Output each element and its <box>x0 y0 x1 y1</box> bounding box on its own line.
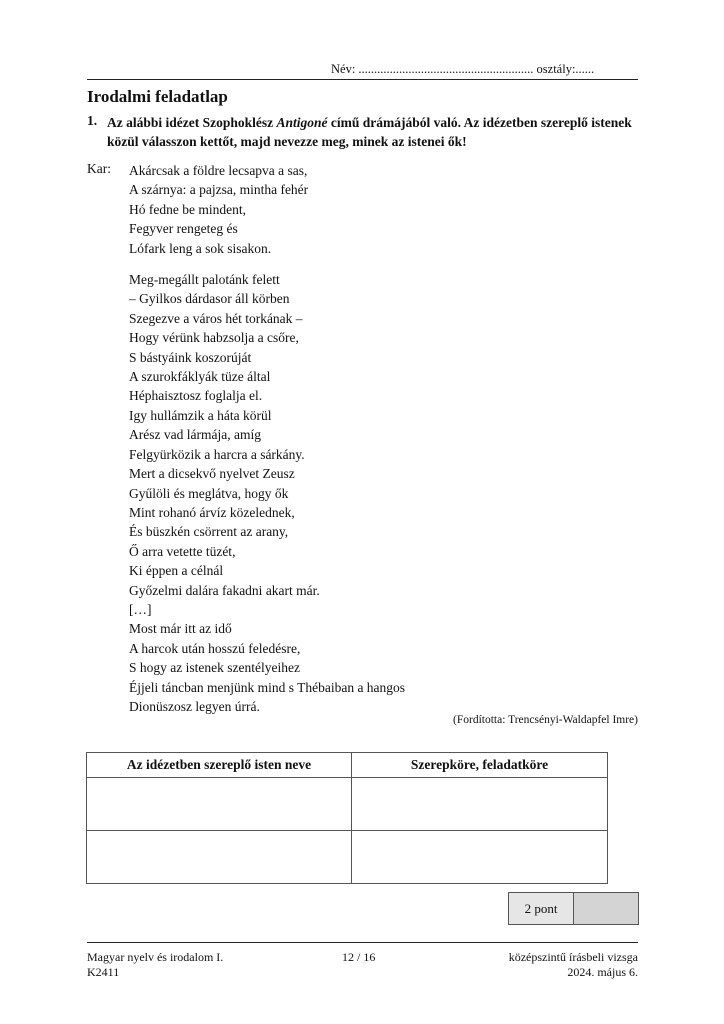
max-points-label: 2 pont <box>509 893 574 924</box>
poem-text <box>129 161 405 716</box>
poem-line: Éjjeli táncban menjünk mind s Thébaiban a hangos <box>129 679 406 695</box>
column-header-god-name: Az idézetben szereplő isten neve <box>87 753 352 778</box>
poem-ellipsis: […] <box>129 601 152 617</box>
translator-credit: (Fordította: Trencsényi-Waldapfel Imre) <box>453 714 638 726</box>
poem-speaker: Kar: <box>87 161 111 176</box>
poem-line: Ő arra vetette tüzét, <box>129 543 236 559</box>
answer-cell-role-2[interactable] <box>352 831 608 884</box>
poem-line: – Gyilkos dárdasor áll körben <box>129 291 290 307</box>
poem-line: Lófark leng a sok sisakon. <box>129 240 272 256</box>
poem-line: Akárcsak a földre lecsapva a sas, <box>129 163 308 178</box>
earned-points-field[interactable] <box>574 893 638 924</box>
header-divider <box>87 79 638 80</box>
column-header-role: Szerepköre, feladatköre <box>352 753 608 778</box>
poem-line: Felgyürközik a harcra a sárkány. <box>129 446 305 462</box>
page-title: Irodalmi feladatlap <box>87 87 228 106</box>
poem-line: Hó fedne be mindent, <box>129 201 246 217</box>
poem-line: Mert a dicsekvő nyelvet Zeusz <box>129 466 295 482</box>
footer-page-number: 12 / 16 <box>342 950 376 964</box>
poem-line: A szárnya: a pajzsa, mintha fehér <box>129 182 309 198</box>
stanza-gap <box>129 258 405 270</box>
footer-date: 2024. május 6. <box>567 965 638 979</box>
task-text-before: Az alábbi idézet Szophoklész <box>107 115 277 130</box>
poem-line: Mint rohanó árvíz közelednek, <box>129 504 295 520</box>
table-row <box>87 778 608 831</box>
poem-line: Meg-megállt palotánk felett <box>129 272 280 288</box>
poem-line: Igy hullámzik a háta körül <box>129 407 272 423</box>
poem-line: S bástyáink koszorúját <box>129 349 252 365</box>
footer-code: K2411 <box>87 965 120 979</box>
task-text-after: című drámájából való. Az idézetben szereplő istenek közül válasszon kettőt, majd nevezze meg, minek az istenei ők! <box>107 115 632 149</box>
poem-line: Győzelmi dalára fakadni akart már. <box>129 582 320 598</box>
poem-line: Most már itt az idő <box>129 621 232 637</box>
task-text-italic: Antigoné <box>276 115 328 130</box>
table-row <box>87 831 608 884</box>
poem-line: A szurokfáklyák tüze által <box>129 369 271 385</box>
poem-line: Arész vad lármája, amíg <box>129 427 261 443</box>
name-class-field: Név: ........................................................ osztály:...... <box>331 62 595 76</box>
poem-line: Fegyver rengeteg és <box>129 221 238 237</box>
task-instruction <box>107 113 642 151</box>
footer-subject: Magyar nyelv és irodalom I. <box>87 950 224 964</box>
task-number: 1. <box>87 113 98 128</box>
answer-cell-god-1[interactable] <box>87 778 352 831</box>
answer-cell-role-1[interactable] <box>352 778 608 831</box>
poem-line: Szegezve a város hét torkának – <box>129 310 303 326</box>
footer-divider <box>87 942 638 943</box>
answer-cell-god-2[interactable] <box>87 831 352 884</box>
answer-table <box>86 752 608 884</box>
poem-line: Hogy vérünk habzsolja a csőre, <box>129 330 299 346</box>
score-box <box>508 892 639 925</box>
table-header-row <box>87 753 608 778</box>
poem-line: És büszkén csörrent az arany, <box>129 524 289 540</box>
footer-left <box>87 950 223 980</box>
poem-line: Gyűlöli és meglátva, hogy ők <box>129 485 289 501</box>
poem-line: Dionüszosz legyen úrrá. <box>129 698 260 714</box>
poem-line: S hogy az istenek szentélyeihez <box>129 660 300 676</box>
poem-line: Héphaisztosz foglalja el. <box>129 388 263 404</box>
poem-line: Ki éppen a célnál <box>129 563 224 579</box>
footer-right <box>509 950 638 980</box>
footer-exam-level: középszintű írásbeli vizsga <box>508 950 638 964</box>
poem-line: A harcok után hosszú feledésre, <box>129 640 301 656</box>
